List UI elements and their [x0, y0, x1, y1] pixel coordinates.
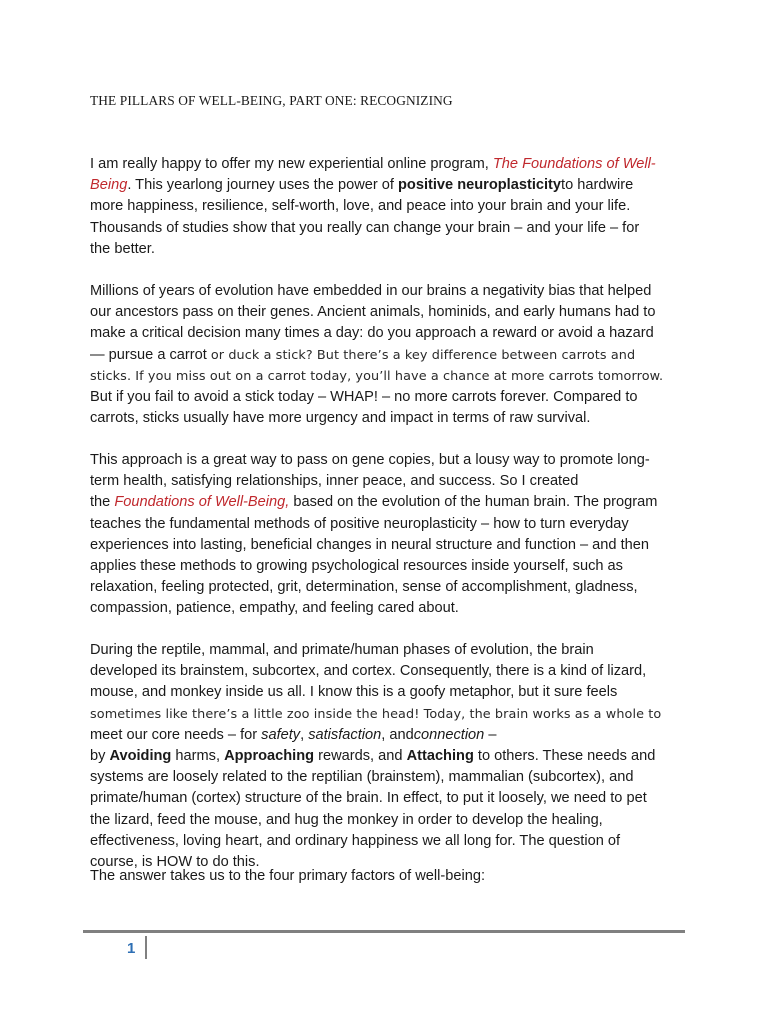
text-line: the better. — [90, 240, 155, 257]
text-line: sticks. If you miss out on a carrot today, you’ll have a chance at more carrots tomorrow. — [90, 368, 664, 384]
text-run: . This yearlong journey uses the power of — [127, 177, 399, 194]
text-run: to others. These needs and — [473, 747, 656, 764]
text-line: But if you fail to avoid a stick today – WHAP! – no more carrots forever. Compared to — [90, 388, 638, 405]
text-line: Thousands of studies show that you really can change your brain – and your life – for — [90, 219, 640, 236]
text-line: The answer takes us to the four primary factors of well-being: — [90, 868, 486, 884]
text-line: effectiveness, loving heart, and ordinary happiness we all long for. The question of — [90, 832, 621, 849]
text-run: the — [90, 494, 115, 511]
bold-term: Attaching — [406, 747, 474, 764]
program-link[interactable]: Foundations of Well-Being, — [114, 494, 290, 511]
text-line: relaxation, feeling protected, grit, determination, sense of accomplishment, gladness, — [90, 579, 638, 596]
text-line: more happiness, resilience, self-worth, love, and peace into your brain and your life. — [90, 198, 631, 215]
text-line: compassion, patience, empathy, and feeling cared about. — [90, 600, 459, 617]
text-run: — pursue a carrot — [90, 346, 211, 363]
text-line: make a critical decision many times a day: do you approach a reward or avoid a hazard — [90, 325, 654, 342]
text-run: , and — [381, 726, 414, 743]
paragraph-program — [90, 450, 690, 620]
bold-term: positive neuroplasticity — [398, 177, 562, 194]
text-line: primate/human (cortex) structure of the brain. In effect, to put it loosely, we need to pet — [90, 790, 647, 807]
text-run: , — [300, 726, 309, 743]
text-run: by — [90, 747, 110, 764]
italic-term: safety — [261, 726, 301, 743]
text-line — [90, 154, 690, 175]
paragraph-answer — [90, 866, 690, 887]
text-line: During the reptile, mammal, and primate/human phases of evolution, the brain — [90, 642, 594, 658]
footer-rule — [83, 930, 685, 933]
text-line: carrots, sticks usually have more urgency and impact in terms of raw survival. — [90, 410, 591, 427]
page-number: 1 — [127, 940, 136, 957]
text-line: our ancestors pass on their genes. Ancient animals, hominids, and early humans had to — [90, 304, 656, 321]
bold-term: Approaching — [224, 747, 315, 764]
paragraph-negativity-bias — [90, 281, 690, 429]
paragraph-intro — [90, 154, 690, 260]
text-run: or duck a stick? But there’s a key difference between carrots and — [210, 347, 636, 363]
text-line: mouse, and monkey inside us all. I know this is a goofy metaphor, but it sure feels — [90, 684, 618, 701]
text-line: teaches the fundamental methods of positive neuroplasticity – how to turn everyday — [90, 515, 629, 532]
text-line — [90, 492, 690, 513]
document-title: THE PILLARS OF WELL-BEING, PART ONE: RECOGNIZING — [90, 93, 453, 108]
bold-term: Avoiding — [109, 747, 172, 764]
italic-term: satisfaction — [308, 726, 382, 743]
text-line — [90, 345, 690, 366]
text-line: experiences into lasting, beneficial changes in neural structure and function – and then — [90, 536, 649, 553]
program-link[interactable]: The Foundations of Well- — [492, 156, 656, 172]
program-link-continued[interactable]: Being — [90, 177, 128, 194]
text-line: systems are loosely related to the reptilian (brainstem), mammalian (subcortex), and — [90, 769, 634, 786]
text-line — [90, 725, 690, 746]
text-run: to hardwire — [561, 177, 634, 194]
text-run: meet our core needs – for — [90, 726, 262, 743]
text-run: harms, — [171, 747, 225, 764]
text-line: applies these methods to growing psychological resources inside yourself, such as — [90, 557, 623, 574]
text-run: rewards, and — [314, 747, 407, 764]
text-run: – — [484, 726, 497, 743]
text-line: sometimes like there’s a little zoo inside the head! Today, the brain works as a whole to — [90, 706, 662, 722]
text-line: course, is HOW to do this. — [90, 853, 260, 870]
text-line: Millions of years of evolution have embedded in our brains a negativity bias that helped — [90, 283, 652, 299]
text-line: the lizard, feed the mouse, and hug the monkey in order to develop the healing, — [90, 811, 603, 828]
text-line: developed its brainstem, subcortex, and cortex. Consequently, there is a kind of lizard, — [90, 663, 647, 680]
text-run: I am really happy to offer my new experiential online program, — [90, 156, 493, 172]
italic-term: connection — [413, 726, 485, 743]
paragraph-evolution — [90, 640, 690, 873]
text-line: This approach is a great way to pass on gene copies, but a lousy way to promote long- — [90, 452, 650, 468]
text-line — [90, 175, 690, 196]
text-line: term health, satisfying relationships, inner peace, and success. So I created — [90, 473, 579, 490]
page-number-separator — [145, 936, 147, 959]
text-run: based on the evolution of the human brain. The program — [289, 494, 658, 511]
text-line — [90, 746, 690, 767]
